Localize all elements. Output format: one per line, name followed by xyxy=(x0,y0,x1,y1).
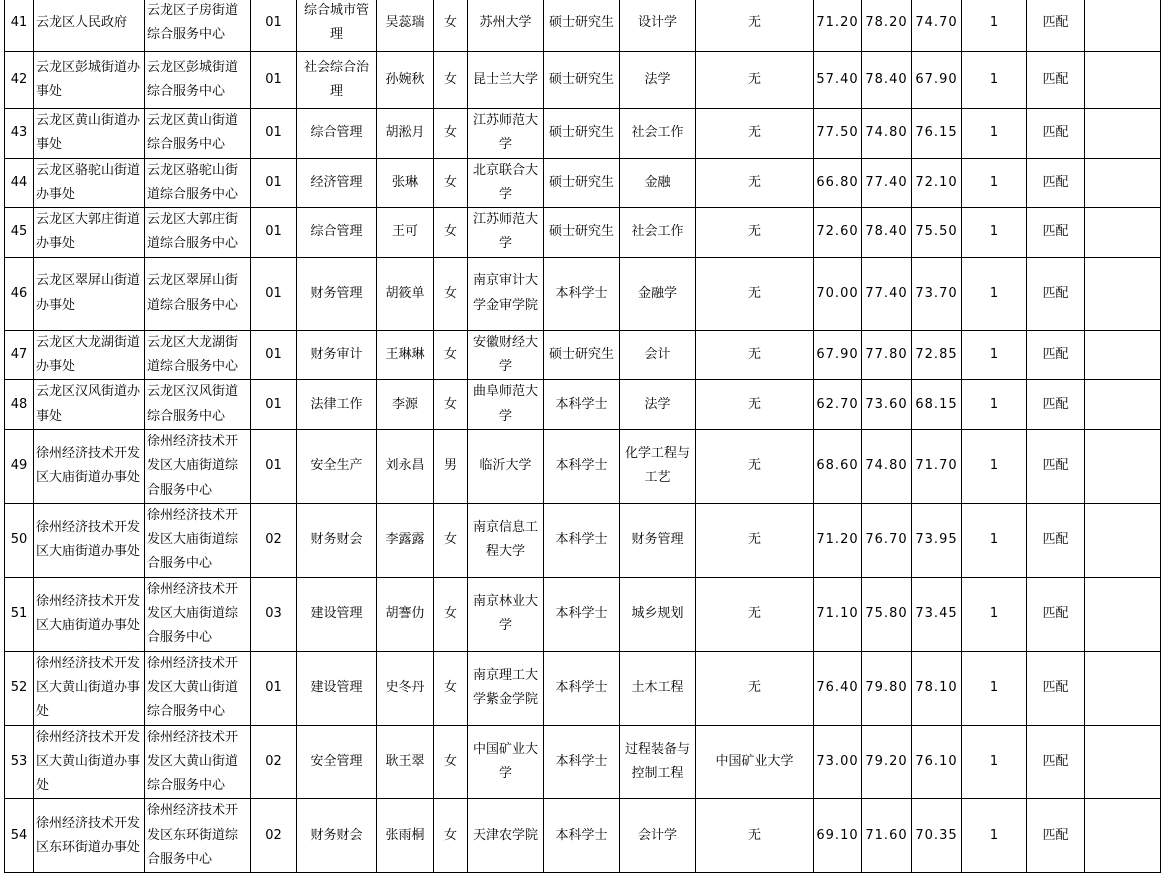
cell-major: 化学工程与工艺 xyxy=(620,429,696,503)
cell-work: 无 xyxy=(696,799,814,873)
cell-work: 无 xyxy=(696,577,814,651)
cell-work: 无 xyxy=(696,380,814,430)
cell-school: 江苏师范大学 xyxy=(468,109,544,159)
cell-s2: 73.60 xyxy=(862,380,912,430)
cell-code: 02 xyxy=(251,799,297,873)
cell-s2: 71.60 xyxy=(862,799,912,873)
results-table xyxy=(4,0,1161,873)
cell-s3: 78.10 xyxy=(912,651,962,725)
cell-s3: 71.70 xyxy=(912,429,962,503)
cell-no: 52 xyxy=(5,651,34,725)
cell-unit: 徐州经济技术开发区东环街道综合服务中心 xyxy=(145,799,251,873)
cell-rank: 1 xyxy=(962,725,1027,799)
cell-school: 曲阜师范大学 xyxy=(468,380,544,430)
cell-s1: 72.60 xyxy=(814,208,862,258)
cell-result: 匹配 xyxy=(1027,0,1085,52)
cell-post: 财务管理 xyxy=(297,257,377,330)
cell-rank: 1 xyxy=(962,503,1027,577)
cell-degree: 本科学士 xyxy=(544,651,620,725)
cell-school: 临沂大学 xyxy=(468,429,544,503)
cell-major: 财务管理 xyxy=(620,503,696,577)
cell-no: 54 xyxy=(5,799,34,873)
cell-major: 会计 xyxy=(620,330,696,380)
cell-unit: 云龙区翠屏山街道综合服务中心 xyxy=(145,257,251,330)
cell-code: 01 xyxy=(251,651,297,725)
cell-major: 过程装备与控制工程 xyxy=(620,725,696,799)
cell-result: 匹配 xyxy=(1027,109,1085,159)
cell-post: 社会综合治理 xyxy=(297,52,377,109)
cell-gender: 女 xyxy=(434,725,468,799)
cell-school: 苏州大学 xyxy=(468,0,544,52)
cell-code: 01 xyxy=(251,158,297,208)
cell-major: 设计学 xyxy=(620,0,696,52)
cell-no: 45 xyxy=(5,208,34,258)
cell-s3: 73.70 xyxy=(912,257,962,330)
cell-work: 无 xyxy=(696,52,814,109)
cell-note xyxy=(1085,577,1161,651)
cell-major: 城乡规划 xyxy=(620,577,696,651)
cell-rank: 1 xyxy=(962,208,1027,258)
cell-result: 匹配 xyxy=(1027,577,1085,651)
cell-rank: 1 xyxy=(962,380,1027,430)
cell-unit: 云龙区骆驼山街道综合服务中心 xyxy=(145,158,251,208)
cell-degree: 硕士研究生 xyxy=(544,52,620,109)
cell-work: 无 xyxy=(696,651,814,725)
cell-note xyxy=(1085,52,1161,109)
cell-school: 南京理工大学紫金学院 xyxy=(468,651,544,725)
cell-result: 匹配 xyxy=(1027,52,1085,109)
cell-note xyxy=(1085,503,1161,577)
cell-code: 01 xyxy=(251,429,297,503)
cell-s3: 76.10 xyxy=(912,725,962,799)
cell-school: 北京联合大学 xyxy=(468,158,544,208)
cell-unit: 徐州经济技术开发区大庙街道综合服务中心 xyxy=(145,503,251,577)
cell-post: 综合管理 xyxy=(297,208,377,258)
cell-gender: 女 xyxy=(434,503,468,577)
cell-degree: 本科学士 xyxy=(544,429,620,503)
cell-result: 匹配 xyxy=(1027,158,1085,208)
cell-post: 安全生产 xyxy=(297,429,377,503)
cell-name: 胡淞月 xyxy=(377,109,434,159)
cell-name: 吴蕊瑞 xyxy=(377,0,434,52)
cell-s1: 62.70 xyxy=(814,380,862,430)
cell-s1: 70.00 xyxy=(814,257,862,330)
table-row xyxy=(5,208,1161,258)
cell-school: 南京信息工程大学 xyxy=(468,503,544,577)
table-row xyxy=(5,799,1161,873)
cell-unit: 徐州经济技术开发区大庙街道综合服务中心 xyxy=(145,429,251,503)
cell-s2: 78.20 xyxy=(862,0,912,52)
cell-gender: 女 xyxy=(434,330,468,380)
cell-dept: 云龙区汉风街道办事处 xyxy=(34,380,145,430)
cell-gender: 女 xyxy=(434,257,468,330)
cell-code: 02 xyxy=(251,725,297,799)
cell-dept: 徐州经济技术开发区东环街道办事处 xyxy=(34,799,145,873)
cell-result: 匹配 xyxy=(1027,330,1085,380)
table-row xyxy=(5,257,1161,330)
cell-no: 50 xyxy=(5,503,34,577)
cell-s2: 79.20 xyxy=(862,725,912,799)
cell-no: 53 xyxy=(5,725,34,799)
cell-post: 建设管理 xyxy=(297,651,377,725)
cell-major: 金融 xyxy=(620,158,696,208)
cell-unit: 云龙区汉风街道综合服务中心 xyxy=(145,380,251,430)
cell-s2: 77.40 xyxy=(862,257,912,330)
cell-degree: 硕士研究生 xyxy=(544,158,620,208)
cell-result: 匹配 xyxy=(1027,380,1085,430)
cell-name: 胡筱单 xyxy=(377,257,434,330)
cell-unit: 云龙区彭城街道综合服务中心 xyxy=(145,52,251,109)
cell-s1: 73.00 xyxy=(814,725,862,799)
cell-post: 经济管理 xyxy=(297,158,377,208)
cell-dept: 徐州经济技术开发区大黄山街道办事处 xyxy=(34,725,145,799)
cell-unit: 徐州经济技术开发区大黄山街道综合服务中心 xyxy=(145,651,251,725)
cell-post: 综合城市管理 xyxy=(297,0,377,52)
cell-unit: 云龙区黄山街道综合服务中心 xyxy=(145,109,251,159)
cell-rank: 1 xyxy=(962,429,1027,503)
cell-school: 昆士兰大学 xyxy=(468,52,544,109)
cell-rank: 1 xyxy=(962,799,1027,873)
cell-unit: 徐州经济技术开发区大黄山街道综合服务中心 xyxy=(145,725,251,799)
cell-dept: 云龙区人民政府 xyxy=(34,0,145,52)
cell-major: 金融学 xyxy=(620,257,696,330)
cell-name: 孙婉秋 xyxy=(377,52,434,109)
cell-work: 无 xyxy=(696,503,814,577)
cell-gender: 女 xyxy=(434,799,468,873)
cell-name: 李露露 xyxy=(377,503,434,577)
cell-name: 张琳 xyxy=(377,158,434,208)
cell-dept: 云龙区黄山街道办事处 xyxy=(34,109,145,159)
table-row xyxy=(5,52,1161,109)
cell-degree: 本科学士 xyxy=(544,380,620,430)
cell-s2: 75.80 xyxy=(862,577,912,651)
cell-no: 41 xyxy=(5,0,34,52)
cell-result: 匹配 xyxy=(1027,429,1085,503)
cell-s3: 68.15 xyxy=(912,380,962,430)
cell-gender: 女 xyxy=(434,208,468,258)
cell-unit: 云龙区大龙湖街道综合服务中心 xyxy=(145,330,251,380)
cell-s1: 71.10 xyxy=(814,577,862,651)
table-row xyxy=(5,158,1161,208)
cell-code: 01 xyxy=(251,52,297,109)
cell-work: 无 xyxy=(696,330,814,380)
cell-s3: 70.35 xyxy=(912,799,962,873)
cell-s2: 77.80 xyxy=(862,330,912,380)
cell-gender: 女 xyxy=(434,651,468,725)
cell-s2: 79.80 xyxy=(862,651,912,725)
cell-note xyxy=(1085,109,1161,159)
cell-code: 01 xyxy=(251,380,297,430)
cell-s3: 75.50 xyxy=(912,208,962,258)
cell-gender: 女 xyxy=(434,158,468,208)
cell-dept: 云龙区大郭庄街道办事处 xyxy=(34,208,145,258)
cell-note xyxy=(1085,158,1161,208)
cell-no: 49 xyxy=(5,429,34,503)
cell-s1: 71.20 xyxy=(814,0,862,52)
cell-name: 史冬丹 xyxy=(377,651,434,725)
cell-work: 无 xyxy=(696,429,814,503)
cell-work: 无 xyxy=(696,158,814,208)
cell-work: 无 xyxy=(696,257,814,330)
cell-s3: 72.85 xyxy=(912,330,962,380)
cell-code: 01 xyxy=(251,109,297,159)
cell-result: 匹配 xyxy=(1027,208,1085,258)
cell-s1: 77.50 xyxy=(814,109,862,159)
cell-rank: 1 xyxy=(962,109,1027,159)
cell-rank: 1 xyxy=(962,52,1027,109)
cell-post: 建设管理 xyxy=(297,577,377,651)
cell-s1: 67.90 xyxy=(814,330,862,380)
cell-no: 42 xyxy=(5,52,34,109)
cell-gender: 男 xyxy=(434,429,468,503)
cell-post: 财务财会 xyxy=(297,503,377,577)
table-body xyxy=(5,0,1161,873)
table-row xyxy=(5,109,1161,159)
cell-no: 47 xyxy=(5,330,34,380)
cell-dept: 徐州经济技术开发区大庙街道办事处 xyxy=(34,429,145,503)
cell-unit: 云龙区大郭庄街道综合服务中心 xyxy=(145,208,251,258)
cell-gender: 女 xyxy=(434,109,468,159)
cell-degree: 本科学士 xyxy=(544,725,620,799)
cell-post: 安全管理 xyxy=(297,725,377,799)
table-row xyxy=(5,429,1161,503)
cell-unit: 徐州经济技术开发区大庙街道综合服务中心 xyxy=(145,577,251,651)
table-row xyxy=(5,651,1161,725)
cell-result: 匹配 xyxy=(1027,257,1085,330)
cell-s1: 71.20 xyxy=(814,503,862,577)
cell-major: 法学 xyxy=(620,380,696,430)
cell-name: 刘永昌 xyxy=(377,429,434,503)
cell-name: 王可 xyxy=(377,208,434,258)
cell-code: 01 xyxy=(251,257,297,330)
cell-note xyxy=(1085,330,1161,380)
cell-note xyxy=(1085,725,1161,799)
cell-no: 48 xyxy=(5,380,34,430)
cell-degree: 本科学士 xyxy=(544,799,620,873)
cell-school: 中国矿业大学 xyxy=(468,725,544,799)
cell-note xyxy=(1085,651,1161,725)
cell-major: 法学 xyxy=(620,52,696,109)
cell-major: 社会工作 xyxy=(620,208,696,258)
cell-s3: 67.90 xyxy=(912,52,962,109)
cell-s3: 74.70 xyxy=(912,0,962,52)
cell-s2: 77.40 xyxy=(862,158,912,208)
cell-s2: 78.40 xyxy=(862,208,912,258)
table-row xyxy=(5,0,1161,52)
cell-dept: 徐州经济技术开发区大黄山街道办事处 xyxy=(34,651,145,725)
cell-note xyxy=(1085,0,1161,52)
cell-work: 无 xyxy=(696,208,814,258)
cell-major: 社会工作 xyxy=(620,109,696,159)
cell-dept: 徐州经济技术开发区大庙街道办事处 xyxy=(34,577,145,651)
cell-rank: 1 xyxy=(962,330,1027,380)
cell-no: 43 xyxy=(5,109,34,159)
cell-unit: 云龙区子房街道综合服务中心 xyxy=(145,0,251,52)
cell-school: 天津农学院 xyxy=(468,799,544,873)
cell-dept: 云龙区翠屏山街道办事处 xyxy=(34,257,145,330)
cell-name: 李源 xyxy=(377,380,434,430)
cell-dept: 云龙区大龙湖街道办事处 xyxy=(34,330,145,380)
cell-school: 南京林业大学 xyxy=(468,577,544,651)
cell-degree: 本科学士 xyxy=(544,257,620,330)
cell-major: 会计学 xyxy=(620,799,696,873)
cell-work: 无 xyxy=(696,109,814,159)
cell-note xyxy=(1085,380,1161,430)
cell-result: 匹配 xyxy=(1027,725,1085,799)
cell-degree: 本科学士 xyxy=(544,503,620,577)
cell-rank: 1 xyxy=(962,651,1027,725)
cell-s3: 76.15 xyxy=(912,109,962,159)
cell-no: 51 xyxy=(5,577,34,651)
cell-name: 胡謇仂 xyxy=(377,577,434,651)
cell-result: 匹配 xyxy=(1027,799,1085,873)
cell-dept: 云龙区彭城街道办事处 xyxy=(34,52,145,109)
cell-code: 03 xyxy=(251,577,297,651)
cell-s1: 69.10 xyxy=(814,799,862,873)
cell-name: 张雨桐 xyxy=(377,799,434,873)
cell-s1: 76.40 xyxy=(814,651,862,725)
cell-gender: 女 xyxy=(434,380,468,430)
cell-degree: 硕士研究生 xyxy=(544,0,620,52)
cell-dept: 云龙区骆驼山街道办事处 xyxy=(34,158,145,208)
cell-post: 法律工作 xyxy=(297,380,377,430)
cell-gender: 女 xyxy=(434,52,468,109)
table-row xyxy=(5,503,1161,577)
cell-note xyxy=(1085,429,1161,503)
cell-school: 江苏师范大学 xyxy=(468,208,544,258)
table-row xyxy=(5,330,1161,380)
cell-code: 01 xyxy=(251,0,297,52)
cell-s2: 76.70 xyxy=(862,503,912,577)
cell-s3: 72.10 xyxy=(912,158,962,208)
cell-s2: 74.80 xyxy=(862,109,912,159)
cell-note xyxy=(1085,208,1161,258)
cell-work: 无 xyxy=(696,0,814,52)
cell-rank: 1 xyxy=(962,577,1027,651)
cell-result: 匹配 xyxy=(1027,503,1085,577)
cell-degree: 硕士研究生 xyxy=(544,330,620,380)
cell-name: 耿王翠 xyxy=(377,725,434,799)
table-row xyxy=(5,725,1161,799)
cell-school: 安徽财经大学 xyxy=(468,330,544,380)
cell-rank: 1 xyxy=(962,257,1027,330)
cell-name: 王琳琳 xyxy=(377,330,434,380)
cell-code: 01 xyxy=(251,330,297,380)
cell-s1: 68.60 xyxy=(814,429,862,503)
cell-note xyxy=(1085,799,1161,873)
table-row xyxy=(5,380,1161,430)
cell-gender: 女 xyxy=(434,577,468,651)
cell-dept: 徐州经济技术开发区大庙街道办事处 xyxy=(34,503,145,577)
cell-note xyxy=(1085,257,1161,330)
cell-s1: 66.80 xyxy=(814,158,862,208)
cell-s1: 57.40 xyxy=(814,52,862,109)
cell-work: 中国矿业大学 xyxy=(696,725,814,799)
cell-rank: 1 xyxy=(962,0,1027,52)
cell-no: 44 xyxy=(5,158,34,208)
cell-degree: 硕士研究生 xyxy=(544,109,620,159)
cell-post: 财务审计 xyxy=(297,330,377,380)
cell-rank: 1 xyxy=(962,158,1027,208)
cell-code: 02 xyxy=(251,503,297,577)
cell-post: 财务财会 xyxy=(297,799,377,873)
cell-s2: 78.40 xyxy=(862,52,912,109)
cell-no: 46 xyxy=(5,257,34,330)
table-row xyxy=(5,577,1161,651)
cell-s3: 73.95 xyxy=(912,503,962,577)
cell-s2: 74.80 xyxy=(862,429,912,503)
cell-gender: 女 xyxy=(434,0,468,52)
cell-post: 综合管理 xyxy=(297,109,377,159)
cell-code: 01 xyxy=(251,208,297,258)
cell-s3: 73.45 xyxy=(912,577,962,651)
cell-school: 南京审计大学金审学院 xyxy=(468,257,544,330)
cell-degree: 本科学士 xyxy=(544,577,620,651)
cell-degree: 硕士研究生 xyxy=(544,208,620,258)
cell-major: 土木工程 xyxy=(620,651,696,725)
cell-result: 匹配 xyxy=(1027,651,1085,725)
